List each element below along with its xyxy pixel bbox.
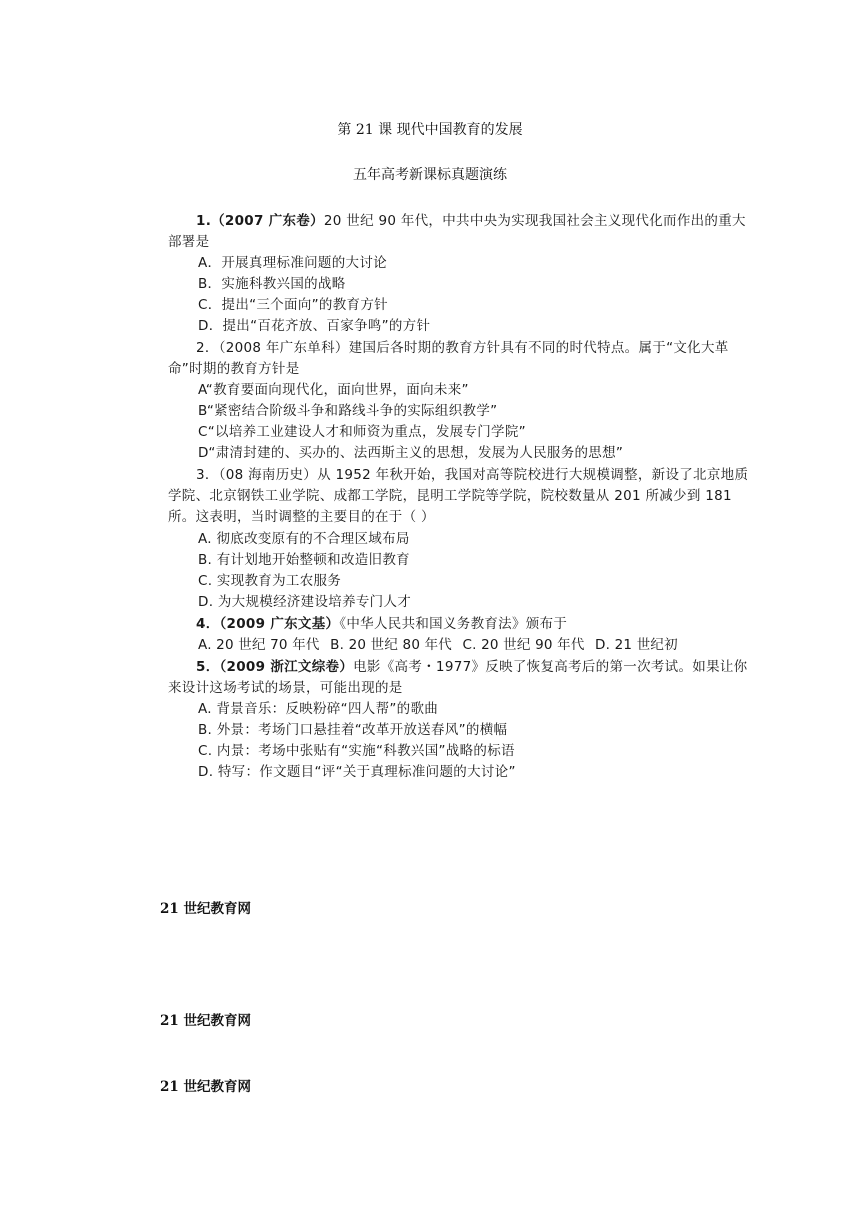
question-3-stem: 从 1952 年秋开始，我国对高等院校进行大规模调整，新设了北京地质学院、北京钢铁工业学院、成都工学院，昆明工学院等学院，院校数量从 201 所减少到 181 所。这表明，当时调整的主要目的在于（ ）: [168, 467, 749, 525]
question-1-source: 1.（2007 广东卷）: [196, 213, 324, 229]
question-4-option-a: A. 20 世纪 70 年代: [198, 637, 320, 653]
question-2-source: 2．（2008 年广东单科）: [196, 340, 349, 356]
question-1-option-c: C．提出“三个面向”的教育方针: [198, 297, 388, 313]
question-3-option-d: D. 为大规模经济建设培养专门人才: [198, 594, 412, 610]
question-3-option-a: A. 彻底改变原有的不合理区域布局: [198, 531, 410, 547]
question-1-option-a: A．开展真理标准问题的大讨论: [198, 255, 387, 271]
question-1-option-d: D．提出“百花齐放、百家争鸣”的方针: [198, 318, 431, 334]
question-2-option-b: B“紧密结合阶级斗争和路线斗争的实际组织教学”: [198, 403, 498, 419]
question-5-option-a: A. 背景音乐：反映粉碎“四人帮”的歌曲: [198, 701, 439, 717]
question-3-option-c: C. 实现教育为工农服务: [198, 573, 342, 589]
question-3-option-b: B. 有计划地开始整顿和改造旧教育: [198, 552, 410, 568]
footer-site-name-3: 21 世纪教育网: [160, 1079, 251, 1095]
question-2-option-d: D“肃清封建的、买办的、法西斯主义的思想，发展为人民服务的思想”: [198, 445, 624, 461]
question-1: [168, 211, 758, 253]
question-3: [168, 465, 758, 528]
question-2: [168, 338, 758, 380]
question-3-source: 3．（08 海南历史）: [196, 467, 318, 483]
question-5-source: 5．（2009 浙江文综卷）: [196, 659, 354, 675]
question-4-options: [198, 635, 684, 656]
question-5: [168, 657, 758, 699]
question-1-option-b: B．实施科教兴国的战略: [198, 276, 346, 292]
question-4-option-d: D. 21 世纪初: [595, 637, 678, 653]
question-2-stem: 建国后各时期的教育方针具有不同的时代特点。属于“文化大革命”时期的教育方针是: [168, 340, 729, 377]
question-5-option-c: C. 内景：考场中张贴有“实施“科教兴国”战略的标语: [198, 743, 515, 759]
question-4-source: 4．（2009 广东文基）: [196, 616, 340, 632]
footer-site-name-1: 21 世纪教育网: [160, 901, 251, 917]
question-4-option-b: B. 20 世纪 80 年代: [330, 637, 452, 653]
question-2-option-c: C“以培养工业建设人才和师资为重点，发展专门学院”: [198, 424, 526, 440]
footer-site-name-2: 21 世纪教育网: [160, 1013, 251, 1029]
lesson-title: 第 21 课 现代中国教育的发展: [337, 122, 523, 138]
question-5-option-d: D. 特写：作文题目“评“关于真理标准问题的大讨论”: [198, 764, 516, 780]
question-4-stem: 《中华人民共和国义务教育法》颁布于: [339, 616, 568, 632]
question-5-stem: 电影《高考・1977》反映了恢复高考后的第一次考试。如果让你来设计这场考试的场景，可能出现的是: [168, 659, 748, 696]
question-2-option-a: A“教育要面向现代化，面向世界，面向未来”: [198, 382, 469, 398]
question-4-option-c: C. 20 世纪 90 年代: [462, 637, 585, 653]
question-4: [168, 614, 758, 635]
question-1-stem: 20 世纪 90 年代，中共中央为实现我国社会主义现代化而作出的重大部署是: [168, 213, 746, 250]
section-title: 五年高考新课标真题演练: [353, 167, 507, 183]
question-5-option-b: B. 外景：考场门口悬挂着“改革开放送春风”的横幅: [198, 722, 508, 738]
